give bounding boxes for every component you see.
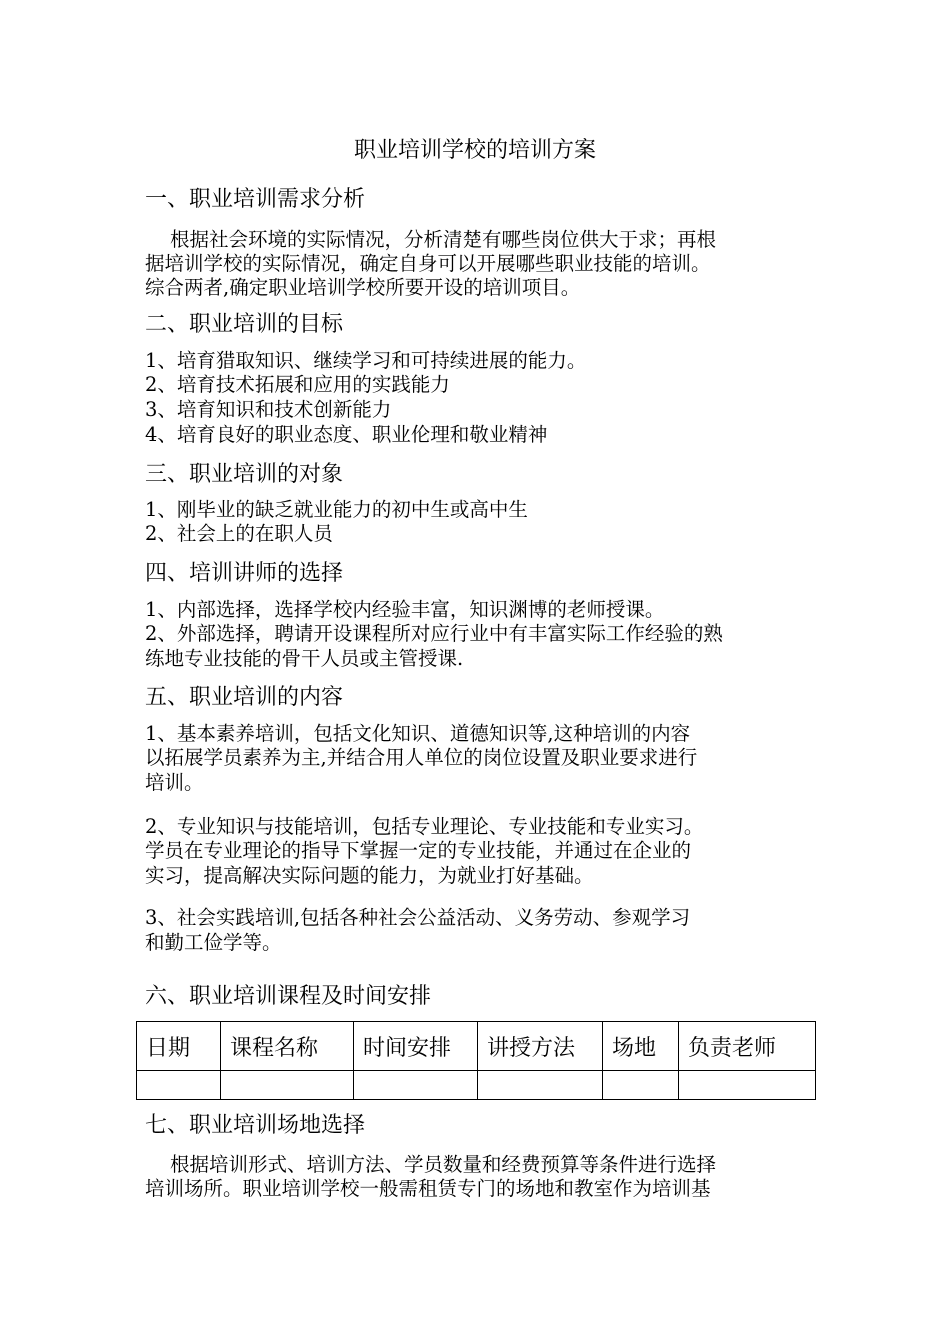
section-5-paragraph-2-line: 2、专业知识与技能培训，包括专业理论、专业技能和专业实习。 — [145, 815, 704, 838]
section-5-paragraph-2-line: 学员在专业理论的指导下掌握一定的专业技能，并通过在企业的 — [145, 839, 692, 862]
section-5-paragraph-3-line: 和勤工俭学等。 — [145, 931, 282, 954]
table-header-cell-teaching-method: 讲授方法 — [478, 1022, 603, 1071]
section-3-item: 1、刚毕业的缺乏就业能力的初中生或高中生 — [145, 498, 528, 521]
table-cell — [137, 1071, 221, 1100]
table-header-cell-date: 日期 — [137, 1022, 221, 1071]
table-header-cell-teacher: 负责老师 — [679, 1022, 816, 1071]
table-header-row — [137, 1022, 816, 1071]
section-2-item: 3、培育知识和技术创新能力 — [145, 398, 392, 421]
table-row — [137, 1071, 816, 1100]
schedule-table — [136, 1021, 816, 1100]
section-2-item: 4、培育良好的职业态度、职业伦理和敬业精神 — [145, 423, 548, 446]
section-5-paragraph-2-line: 实习，提高解决实际问题的能力，为就业打好基础。 — [145, 864, 594, 887]
document-title: 职业培训学校的培训方案 — [353, 138, 596, 163]
section-4-line: 1、内部选择，选择学校内经验丰富，知识渊博的老师授课。 — [145, 598, 665, 621]
table-cell — [603, 1071, 679, 1100]
table-cell — [679, 1071, 816, 1100]
section-2-item: 1、培育猎取知识、继续学习和可持续进展的能力。 — [145, 349, 587, 372]
section-1-line: 据培训学校的实际情况，确定自身可以开展哪些职业技能的培训。 — [145, 252, 711, 275]
section-5-paragraph-1-line: 培训。 — [145, 771, 204, 794]
table-cell — [221, 1071, 354, 1100]
section-7-line: 根据培训形式、培训方法、学员数量和经费预算等条件进行选择 — [170, 1153, 717, 1176]
section-2-heading: 二、职业培训的目标 — [145, 312, 344, 337]
section-1-line: 综合两者,确定职业培训学校所要开设的培训项目。 — [145, 276, 581, 299]
section-5-paragraph-3-line: 3、社会实践培训,包括各种社会公益活动、义务劳动、参观学习 — [145, 906, 691, 929]
section-4-line: 练地专业技能的骨干人员或主管授课. — [145, 647, 464, 670]
section-5-heading: 五、职业培训的内容 — [145, 685, 344, 710]
section-3-heading: 三、职业培训的对象 — [145, 462, 344, 487]
table-header-cell-schedule: 时间安排 — [354, 1022, 478, 1071]
section-6-heading: 六、职业培训课程及时间安排 — [145, 984, 432, 1009]
section-7-line: 培训场所。职业培训学校一般需租赁专门的场地和教室作为培训基 — [145, 1177, 711, 1200]
table-cell — [478, 1071, 603, 1100]
section-5-paragraph-1-line: 1、基本素养培训，包括文化知识、道德知识等,这种培训的内容 — [145, 722, 691, 745]
section-3-item: 2、社会上的在职人员 — [145, 522, 333, 545]
section-2-item: 2、培育技术拓展和应用的实践能力 — [145, 373, 450, 396]
section-5-paragraph-1-line: 以拓展学员素养为主,并结合用人单位的岗位设置及职业要求进行 — [145, 746, 698, 769]
section-1-line: 根据社会环境的实际情况，分析清楚有哪些岗位供大于求；再根 — [170, 228, 717, 251]
section-7-heading: 七、职业培训场地选择 — [145, 1113, 366, 1138]
section-1-heading: 一、职业培训需求分析 — [145, 187, 366, 212]
section-4-line: 2、外部选择，聘请开设课程所对应行业中有丰富实际工作经验的熟 — [145, 622, 723, 645]
table-cell — [354, 1071, 478, 1100]
table-header-cell-venue: 场地 — [603, 1022, 679, 1071]
table-header-cell-course-name: 课程名称 — [221, 1022, 354, 1071]
section-4-heading: 四、培训讲师的选择 — [145, 561, 344, 586]
